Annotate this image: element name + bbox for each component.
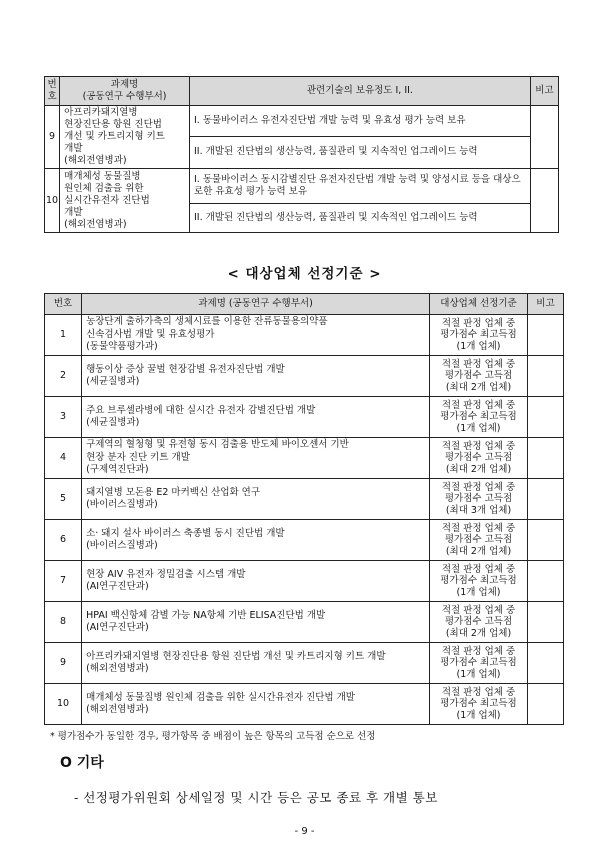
related-item: I. 동물바이러스 동시감별진단 유전자진단법 개발 능력 및 양성시료 등을 대상으로한 유효성 평가 능력 보유 bbox=[189, 169, 530, 204]
header-note: 비고 bbox=[530, 77, 558, 106]
row-number: 7 bbox=[45, 561, 82, 602]
row-number: 4 bbox=[45, 438, 82, 479]
row-note bbox=[527, 356, 563, 397]
table-header-row bbox=[45, 294, 564, 315]
related-item: II. 개발된 진단법의 생산능력, 품질관리 및 지속적인 업그레이드 능력 bbox=[189, 204, 530, 233]
row-note bbox=[527, 520, 563, 561]
selection-criteria-table bbox=[44, 293, 564, 725]
table-row bbox=[45, 169, 559, 204]
row-criteria: 적절 판정 업체 중 평가점수 최고득점 (1개 업체) bbox=[430, 643, 528, 684]
header-title: 과제명 (공동연구 수행부서) bbox=[60, 77, 190, 106]
row-title: 구제역의 혈청형 및 유전형 동시 검출용 반도체 바이오센서 기반 현장 분자 진단 키트 개발 (구제역진단과) bbox=[82, 438, 430, 479]
row-criteria: 적절 판정 업체 중 평가점수 고득점 (최대 2개 업체) bbox=[430, 520, 528, 561]
row-number: 9 bbox=[45, 643, 82, 684]
row-criteria: 적절 판정 업체 중 평가점수 고득점 (최대 3개 업체) bbox=[430, 479, 528, 520]
row-note bbox=[530, 106, 558, 169]
row-number: 3 bbox=[45, 397, 82, 438]
page-number: - 9 - bbox=[294, 826, 315, 837]
row-number: 1 bbox=[45, 315, 82, 356]
header-title: 과제명 (공동연구 수행부서) bbox=[82, 294, 430, 315]
row-criteria: 적절 판정 업체 중 평가점수 최고득점 (1개 업체) bbox=[430, 561, 528, 602]
etc-body-text: - 선정평가위원회 상세일정 및 시간 등은 공모 종료 후 개별 통보 bbox=[74, 790, 438, 805]
header-no: 번호 bbox=[45, 294, 82, 315]
section-title: < 대상업체 선정기준 > bbox=[227, 266, 382, 282]
table-row bbox=[45, 520, 564, 561]
row-number: 9 bbox=[45, 106, 60, 169]
footnote: * 평가점수가 동일한 경우, 평가항목 중 배점이 높은 항목의 고득점 순으로 선정 bbox=[50, 731, 376, 742]
row-number: 6 bbox=[45, 520, 82, 561]
row-criteria: 적절 판정 업체 중 평가점수 최고득점 (1개 업체) bbox=[430, 397, 528, 438]
row-note bbox=[527, 561, 563, 602]
table-row bbox=[45, 356, 564, 397]
row-title: 주요 브루셀라병에 대한 실시간 유전자 감별진단법 개발 (세균질병과) bbox=[82, 397, 430, 438]
table-row bbox=[45, 438, 564, 479]
row-title: 소· 돼지 설사 바이러스 축종별 동시 진단법 개발 (바이러스질병과) bbox=[82, 520, 430, 561]
row-criteria: 적절 판정 업체 중 평가점수 고득점 (최대 2개 업체) bbox=[430, 438, 528, 479]
row-number: 10 bbox=[45, 169, 60, 233]
table-row bbox=[45, 479, 564, 520]
table-row bbox=[45, 643, 564, 684]
row-title: HPAI 백신항체 감별 가능 NA항체 기반 ELISA진단법 개발 (AI연구진단과) bbox=[82, 602, 430, 643]
table-row bbox=[45, 315, 564, 356]
row-number: 2 bbox=[45, 356, 82, 397]
row-title: 현장 AIV 유전자 정밀검출 시스템 개발 (AI연구진단과) bbox=[82, 561, 430, 602]
row-title: 아프리카돼지열병 현장진단용 항원 진단법 개선 및 카트리지형 키트 개발 (해외전염병과) bbox=[60, 106, 190, 169]
row-title: 아프리카돼지열병 현장진단용 항원 진단법 개선 및 카트리지형 키트 개발 (해외전염병과) bbox=[82, 643, 430, 684]
row-title: 매개체성 동물질병 원인체 검출을 위한 실시간유전자 진단법 개발 (해외전염병과) bbox=[82, 684, 430, 725]
row-number: 5 bbox=[45, 479, 82, 520]
row-note bbox=[527, 479, 563, 520]
table-row bbox=[45, 602, 564, 643]
row-title: 매개체성 동물질병 원인체 검출을 위한 실시간유전자 진단법 개발 (해외전염병과) bbox=[60, 169, 190, 233]
etc-heading: O 기타 bbox=[60, 755, 104, 771]
header-criteria: 대상업체 선정기준 bbox=[430, 294, 528, 315]
row-criteria: 적절 판정 업체 중 평가점수 고득점 (최대 2개 업체) bbox=[430, 356, 528, 397]
header-note: 비고 bbox=[527, 294, 563, 315]
row-number: 8 bbox=[45, 602, 82, 643]
table-row bbox=[45, 684, 564, 725]
table-row bbox=[45, 106, 559, 137]
row-note bbox=[527, 643, 563, 684]
row-criteria: 적절 판정 업체 중 평가점수 최고득점 (1개 업체) bbox=[430, 315, 528, 356]
row-title: 농장단계 출하가축의 생체시료를 이용한 잔류동물용의약품 신속검사법 개발 및 유효성평가 (동물약품평가과) bbox=[82, 315, 430, 356]
row-note bbox=[527, 315, 563, 356]
related-tech-table bbox=[44, 76, 559, 233]
row-title: 돼지열병 모돈용 E2 마커백신 산업화 연구 (바이러스질병과) bbox=[82, 479, 430, 520]
table-row bbox=[45, 561, 564, 602]
related-item: I. 동물바이러스 유전자진단법 개발 능력 및 유효성 평가 능력 보유 bbox=[189, 106, 530, 137]
table-header-row bbox=[45, 77, 559, 106]
row-criteria: 적절 판정 업체 중 평가점수 최고득점 (1개 업체) bbox=[430, 684, 528, 725]
header-no: 번 호 bbox=[45, 77, 60, 106]
row-note bbox=[527, 684, 563, 725]
row-note bbox=[530, 169, 558, 233]
row-criteria: 적절 판정 업체 중 평가점수 고득점 (최대 2개 업체) bbox=[430, 602, 528, 643]
header-related-tech: 관련기술의 보유정도 I, II. bbox=[189, 77, 530, 106]
row-title: 행동이상 증상 꿀벌 현장감별 유전자진단법 개발 (세균질병과) bbox=[82, 356, 430, 397]
row-number: 10 bbox=[45, 684, 82, 725]
row-note bbox=[527, 438, 563, 479]
table-row bbox=[45, 397, 564, 438]
row-note bbox=[527, 602, 563, 643]
row-note bbox=[527, 397, 563, 438]
related-item: II. 개발된 진단법의 생산능력, 품질관리 및 지속적인 업그레이드 능력 bbox=[189, 136, 530, 168]
